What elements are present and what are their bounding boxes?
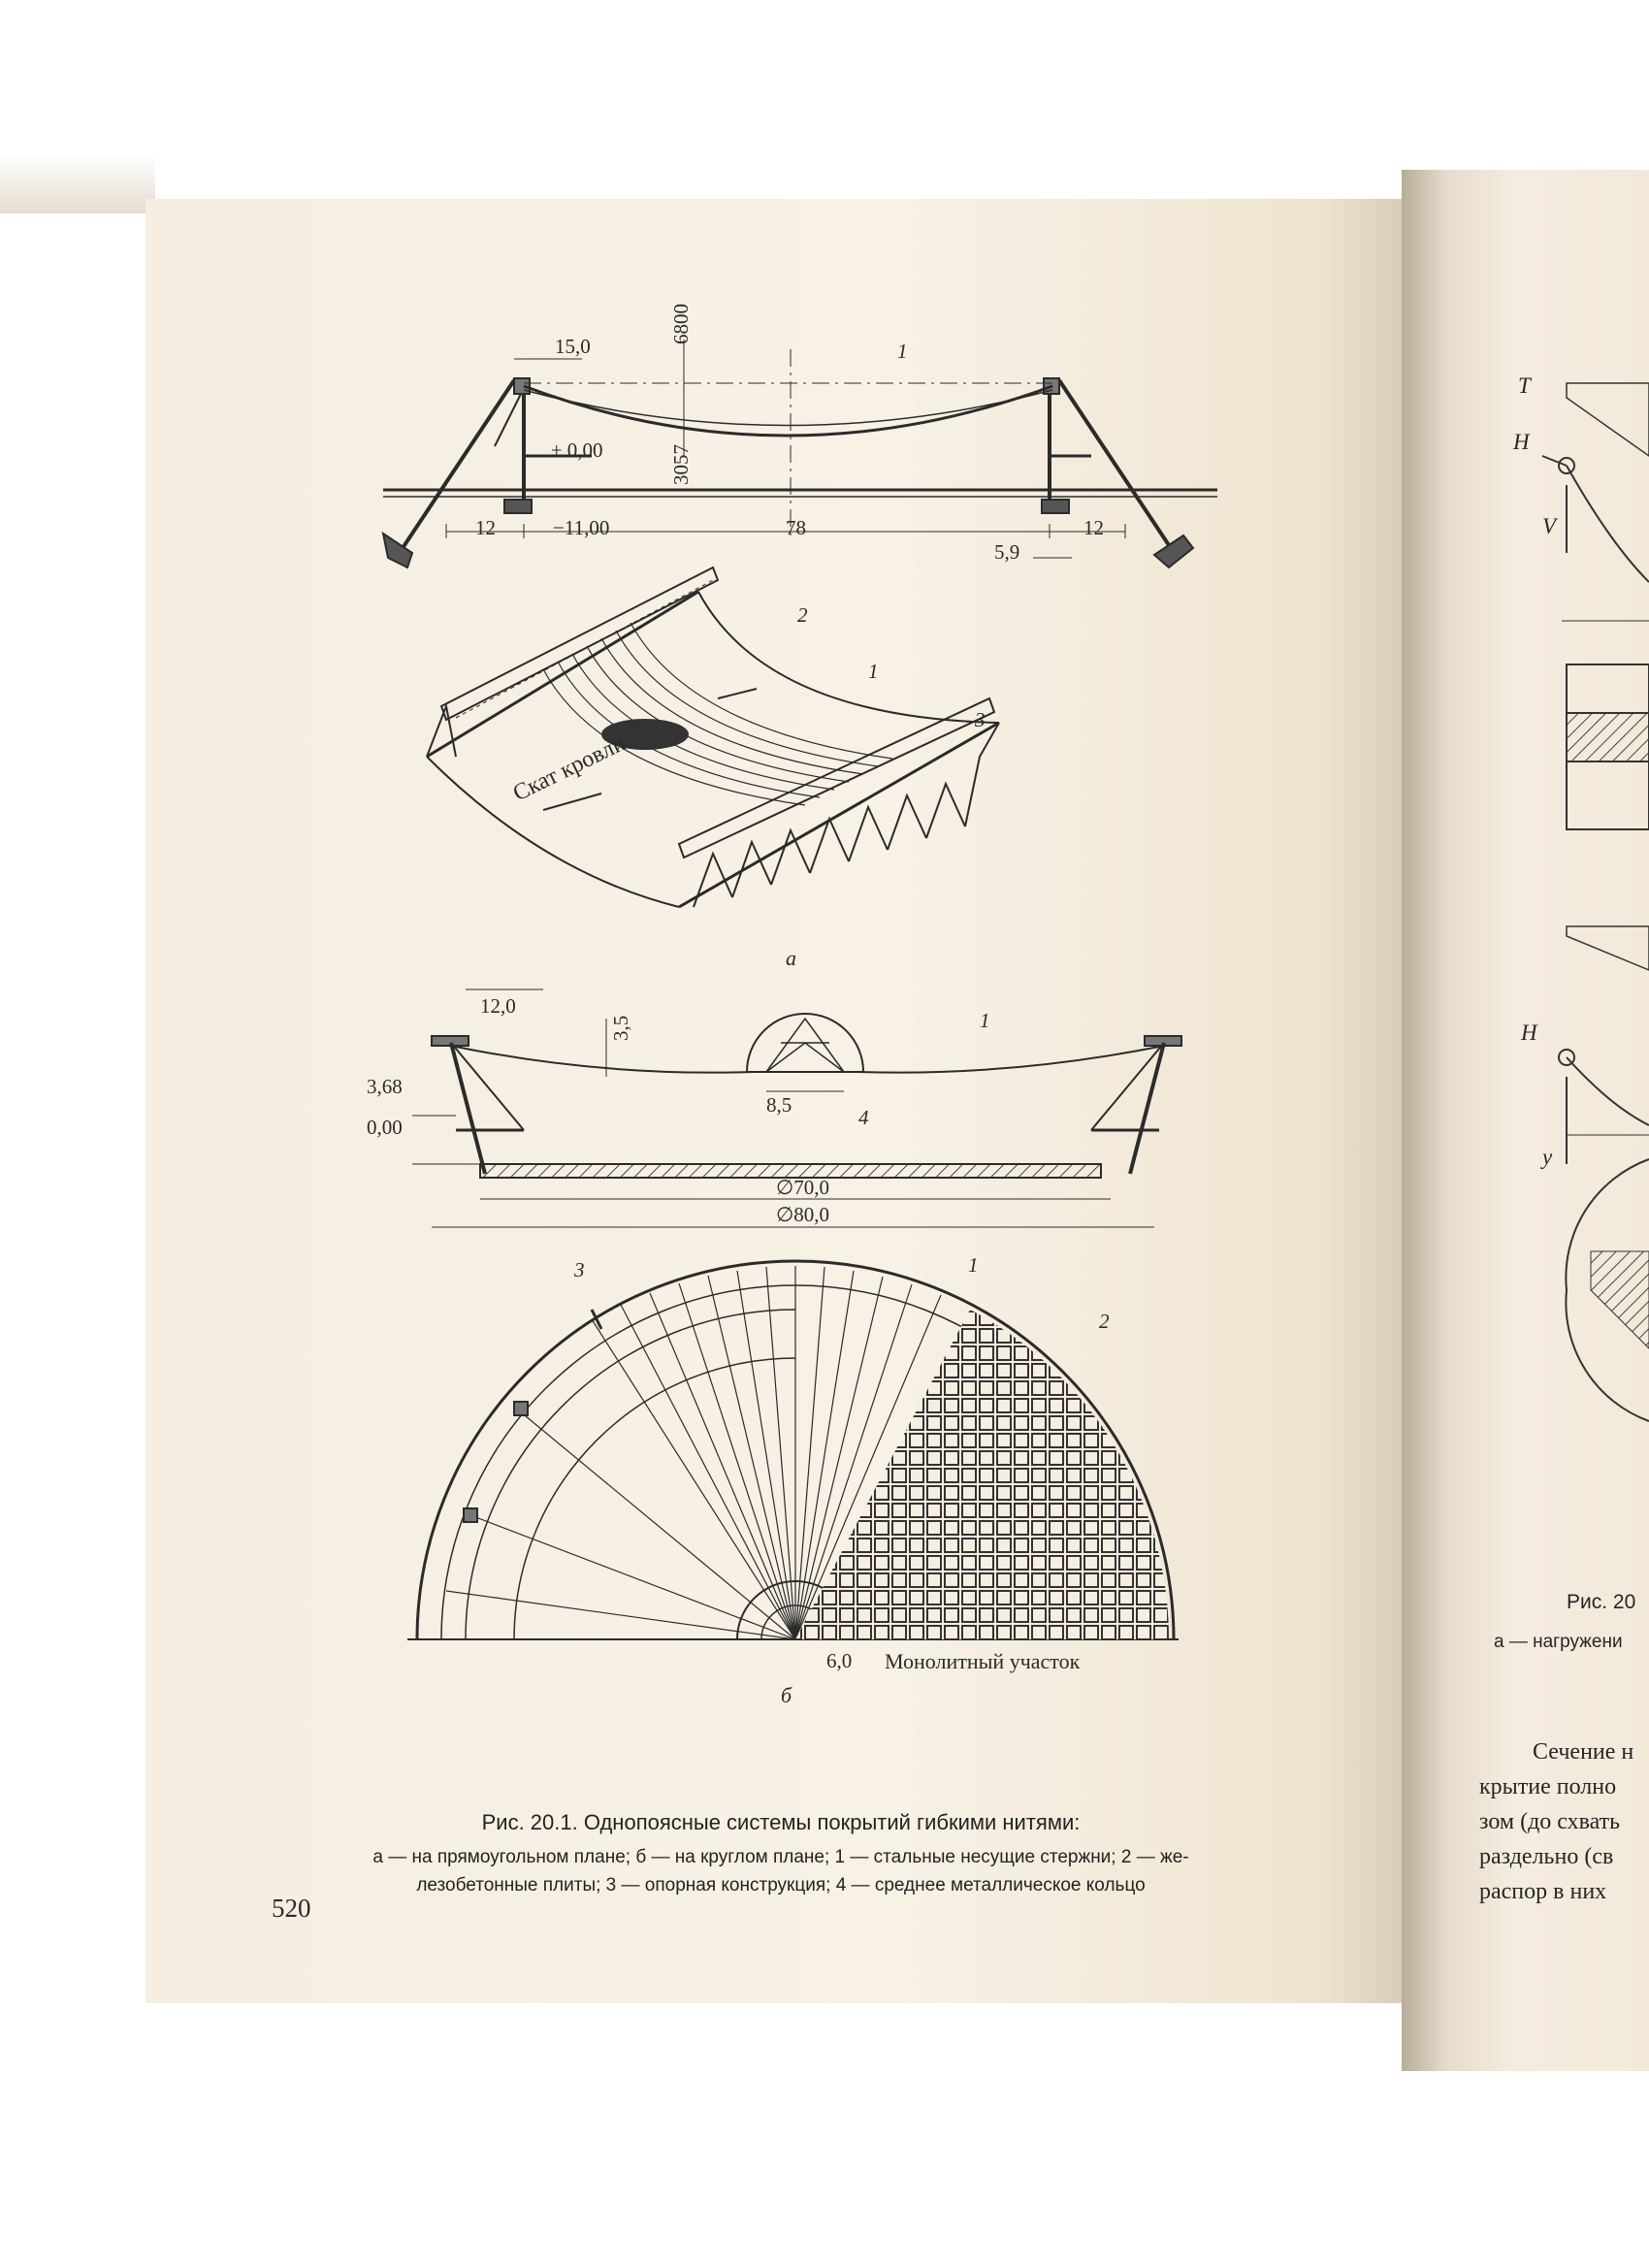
callout-3-b: 3 <box>574 1258 585 1281</box>
label-y: y <box>1542 1145 1553 1169</box>
dim-0-00: 0,00 <box>367 1116 403 1139</box>
label-H-2: H <box>1521 1021 1537 1045</box>
callout-1-b: 1 <box>980 1009 990 1032</box>
dim-3-5: 3,5 <box>609 1015 632 1041</box>
figure-caption-line-2: лезобетонные плиты; 3 — опорная конструкция; 4 — среднее металлическое кольцо <box>416 1875 1146 1895</box>
dim-12-left: 12 <box>475 516 496 539</box>
dim-6800: 6800 <box>669 304 693 344</box>
dim-12-right: 12 <box>1083 516 1104 539</box>
panel-a-label: а <box>786 946 796 970</box>
callout-2: 2 <box>797 603 808 627</box>
label-T: T <box>1518 373 1531 398</box>
figure-caption-line-1: а — на прямоугольном плане; б — на круглом плане; 1 — стальные несущие стержни; 2 — же- <box>372 1847 1189 1867</box>
dim-minus-11: −11,00 <box>553 516 610 539</box>
right-body-line-4: раздельно (св <box>1479 1844 1614 1869</box>
callout-2-b: 2 <box>1099 1310 1110 1333</box>
callout-3: 3 <box>975 708 986 731</box>
dim-8-5: 8,5 <box>766 1093 792 1117</box>
page-number: 520 <box>272 1894 311 1923</box>
dim-78: 78 <box>786 516 806 539</box>
right-body-line-1: Сечение н <box>1533 1739 1634 1765</box>
dim-12-0: 12,0 <box>480 994 516 1018</box>
right-body-line-3: зом (до схвать <box>1479 1809 1621 1834</box>
dim-15: 15,0 <box>555 335 591 358</box>
callout-1-plan: 1 <box>968 1253 979 1277</box>
roof-slope-label: Скат кровли <box>509 730 630 807</box>
label-H: H <box>1513 430 1530 454</box>
dim-6-0: 6,0 <box>826 1649 853 1672</box>
right-caption-sub: а — нагружени <box>1494 1632 1623 1652</box>
label-V: V <box>1542 514 1557 538</box>
dim-3-68: 3,68 <box>367 1075 403 1098</box>
right-caption-title: Рис. 20 <box>1567 1591 1636 1613</box>
right-body-text <box>1479 1734 1633 1909</box>
callout-4: 4 <box>858 1106 869 1129</box>
dim-pm0: ± 0,00 <box>551 438 603 462</box>
dim-5-9: 5,9 <box>994 540 1020 564</box>
panel-b-label: б <box>781 1683 792 1707</box>
callout-1: 1 <box>897 340 908 363</box>
right-body-line-2: крытие полно <box>1479 1774 1617 1799</box>
callout-1-iso: 1 <box>868 660 879 683</box>
monolith-label: Монолитный участок <box>885 1649 1081 1673</box>
right-body-line-5: распор в них <box>1479 1879 1607 1904</box>
dim-diam-70: ∅70,0 <box>776 1176 830 1199</box>
dim-3057: 3057 <box>669 444 693 485</box>
dim-diam-80: ∅80,0 <box>776 1203 830 1226</box>
figure-caption-title: Рис. 20.1. Однопоясные системы покрытий гибкими нитями: <box>481 1810 1081 1834</box>
